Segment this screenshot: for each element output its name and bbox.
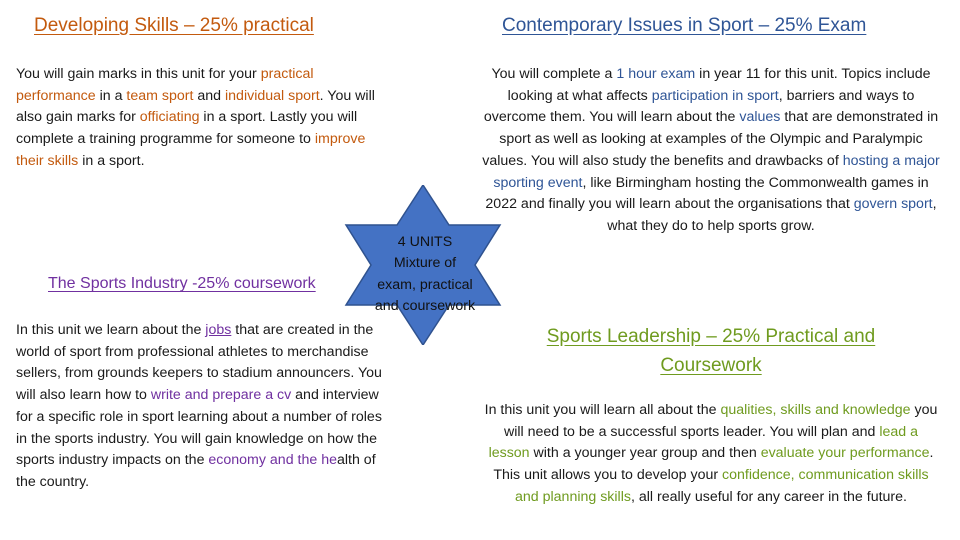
- body-text: you will need to be a successful sports leader. You will plan and: [503, 402, 938, 440]
- body-text: , like Birmingham hosting the Commonwealth games in 2022 and finally you will learn about the organisations that: [485, 174, 929, 213]
- body-text: in a sport. Lastly you will complete a training programme for someone to: [16, 109, 358, 148]
- star-line: Mixture of: [393, 255, 457, 272]
- body-text: that are created in the world of sport from professional athletes to merchandise sellers, from grounds keepers to stadium announcers. You will also learn how to: [16, 322, 382, 404]
- body-text: You will gain marks in this unit for your: [16, 66, 261, 82]
- highlight-text: 1 hour exam: [616, 66, 696, 82]
- sports-leadership-heading: [490, 322, 932, 380]
- body-text: alth of the country.: [16, 452, 376, 490]
- body-text: and: [193, 87, 226, 104]
- contemporary-issues-heading: Contemporary Issues in Sport – 25% Exam: [502, 15, 867, 36]
- body-text: in a: [95, 87, 127, 104]
- sports-industry-heading: The Sports Industry -25% coursework: [48, 275, 316, 292]
- sports-leadership-heading-line1: Sports Leadership – 25% Practical and: [546, 326, 876, 347]
- highlight-text: qualities, skills and knowledge: [720, 402, 911, 418]
- highlight-text: values: [739, 109, 781, 126]
- contemporary-issues-body: [478, 64, 944, 238]
- body-text: , barriers and ways to overcome them. You will learn about the: [483, 87, 915, 126]
- highlight-text: lead a lesson: [488, 423, 919, 462]
- highlight-text: participation in sport: [651, 87, 779, 104]
- body-text: and interview for a specific role in sport learning about a number of roles in the sports industry. You will gain knowledge on how the sports industry impacts on the: [16, 387, 382, 469]
- highlight-text: individual sport: [225, 87, 320, 104]
- highlight-text: govern sport: [853, 196, 933, 213]
- highlight-text: practical performance: [16, 66, 314, 104]
- highlight-text: economy and the he: [208, 452, 337, 469]
- body-text: . You will also gain marks for: [16, 87, 375, 126]
- developing-skills-heading: Developing Skills – 25% practical: [34, 15, 314, 36]
- body-text: with a younger year group and then: [529, 445, 761, 462]
- body-text: In this unit you will learn all about the: [484, 402, 721, 418]
- sports-leadership-body: [484, 400, 938, 509]
- body-text: , what they do to help sports grow.: [607, 196, 937, 234]
- body-text: In this unit we learn about the: [16, 322, 206, 338]
- body-text: . This unit allows you to develop your: [493, 445, 934, 484]
- body-text: , all really useful for any career in the future.: [630, 488, 907, 505]
- highlight-text: jobs: [205, 322, 232, 338]
- developing-skills-body: [16, 64, 378, 173]
- highlight-text: confidence, communication skills and planning skills: [515, 467, 929, 505]
- body-text: You will complete a: [491, 66, 617, 82]
- highlight-text: improve their skills: [16, 131, 366, 169]
- star-label: [355, 232, 495, 317]
- highlight-text: officiating: [139, 109, 200, 126]
- star-line: exam, practical: [377, 276, 473, 293]
- star-line: and coursework: [374, 297, 476, 314]
- highlight-text: write and prepare a cv: [150, 387, 292, 404]
- highlight-text: evaluate your performance: [760, 445, 930, 462]
- highlight-text: team sport: [126, 87, 194, 104]
- highlight-text: hosting a major sporting event: [493, 152, 940, 191]
- body-text: that are demonstrated in sport as well as looking at examples of the Olympic and Paralympic values. You will also study the benefits and drawbacks of: [482, 109, 939, 169]
- star-line: 4 UNITS: [397, 234, 453, 250]
- body-text: in a sport.: [78, 152, 145, 169]
- sports-industry-body: [16, 320, 388, 494]
- sports-leadership-heading-line2: Coursework: [660, 355, 762, 376]
- body-text: in year 11 for this unit. Topics include looking at what affects: [507, 66, 931, 104]
